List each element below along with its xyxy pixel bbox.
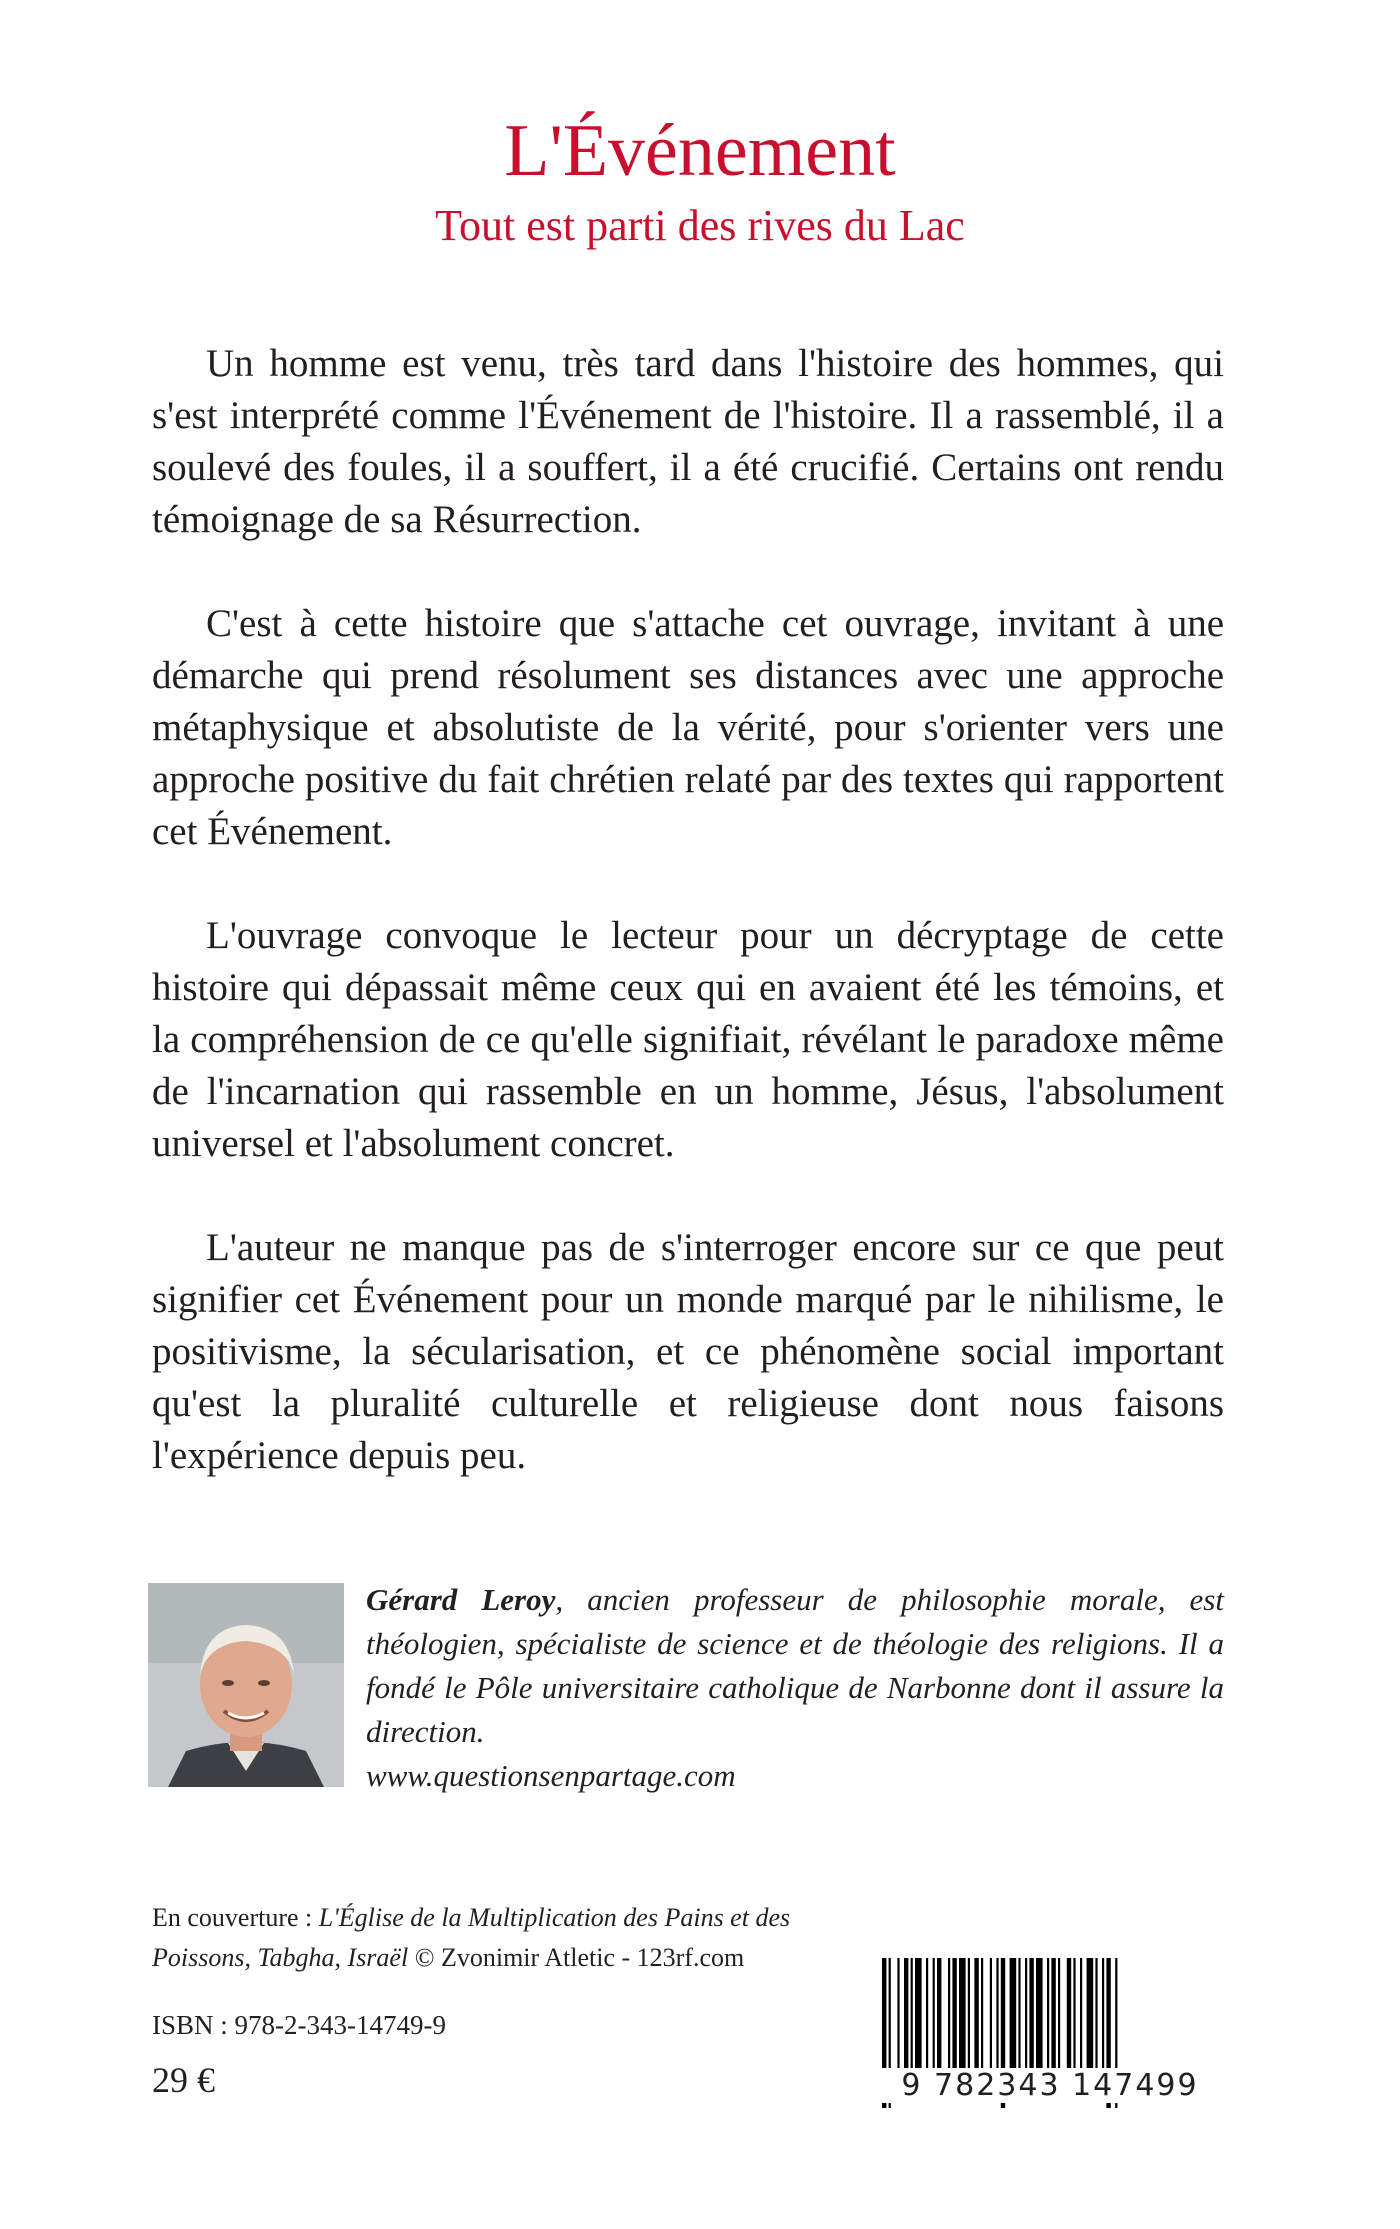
author-portrait-illustration: [148, 1583, 344, 1787]
isbn: ISBN : 978-2-343-14749-9: [152, 2010, 446, 2040]
barcode-bar: [996, 1958, 998, 2070]
author-photo: [148, 1583, 344, 1787]
credits-copyright: © Zvonimir Atletic - 123rf.com: [408, 1943, 745, 1972]
barcode-bar: [1036, 1958, 1043, 2070]
barcode-bar: [1102, 1958, 1104, 2070]
book-subtitle: Tout est parti des rives du Lac: [435, 201, 965, 250]
barcode-bar: [926, 1958, 928, 2070]
blurb-paragraph: Un homme est venu, très tard dans l'histoire des hommes, qui s'est interprété comme l'Événement de l'histoire. Il a rassemblé, il a soulevé des foules, il a souffert, il a été crucifié. Certains ont rendu témoignage de sa Résurrection.: [152, 342, 1224, 541]
barcode-bar: [948, 1958, 950, 2070]
barcode-bar: [1073, 1958, 1075, 2070]
barcode-bar: [959, 1958, 966, 2070]
book-title: L'Événement: [504, 110, 896, 192]
barcode-digits: 9 782343 147499: [870, 2068, 1230, 2103]
back-cover-blurb: [152, 338, 1224, 1534]
price: 29 €: [152, 2060, 215, 2100]
barcode-bar: [952, 1958, 956, 2070]
barcode-bar: [1025, 1958, 1027, 2070]
credits-artwork-title: L'Église de la Multiplication des Pains et des Poissons, Tabgha, Israël: [152, 1903, 791, 1972]
author-website-link[interactable]: www.questionsenpartage.com: [366, 1758, 736, 1793]
barcode-bar: [897, 1958, 899, 2070]
barcode-bar: [1080, 1958, 1082, 2070]
barcode-bar: [1087, 1958, 1094, 2070]
barcode-bar: [1010, 1958, 1017, 2070]
barcode-bar: [974, 1958, 978, 2070]
author-bio: [366, 1578, 1224, 1798]
barcode-bar: [1067, 1958, 1071, 2070]
barcode-bar: [1029, 1958, 1033, 2070]
barcode-bar: [911, 1958, 913, 2070]
barcode-bar: [1051, 1958, 1055, 2070]
barcode-bar: [937, 1958, 941, 2070]
blurb-paragraph: C'est à cette histoire que s'attache cet ouvrage, invitant à une démarche qui prend résolument ses distances avec une approche métaphysique et absolutiste de la vérité, pour s'orienter vers une approche positive du fait chrétien relaté par des textes qui rapportent cet Événement.: [152, 602, 1224, 853]
author-bio-text: , ancien professeur de philosophie morale, est théologien, spécialiste de science et de théologie des religions. Il a fondé le Pôle universitaire catholique de Narbonne dont il assure la direction.: [366, 1582, 1224, 1749]
cover-credits: [152, 1898, 852, 1978]
author-name: Gérard Leroy: [366, 1582, 556, 1617]
blurb-paragraph: L'ouvrage convoque le lecteur pour un décryptage de cette histoire qui dépassait même ceux qui en avaient été les témoins, et la compréhension de ce qu'elle signifiait, révélant le paradoxe même de l'incarnation qui rassemble en un homme, Jésus, l'absolument universel et l'absolument concret.: [152, 914, 1224, 1165]
credits-prefix: En couverture :: [152, 1903, 319, 1932]
blurb-paragraph: L'auteur ne manque pas de s'interroger encore sur ce que peut signifier cet Événement pour un monde marqué par le nihilisme, le positivisme, la sécularisation, et ce phénomène social important qu'est la pluralité culturelle et religieuse dont nous faisons l'expérience depuis peu.: [152, 1226, 1224, 1477]
barcode-bar: [915, 1958, 922, 2070]
barcode-bar: [968, 1958, 970, 2070]
barcode-bar: [1018, 1958, 1020, 2070]
barcode-bar: [1095, 1958, 1097, 2070]
barcode-bar: [904, 1958, 908, 2070]
barcode-bar: [933, 1958, 935, 2070]
barcode-bar: [1058, 1958, 1060, 2070]
barcode-bar: [981, 1958, 983, 2070]
barcode-bar: [1047, 1958, 1049, 2070]
barcode-bar: [990, 1958, 992, 2070]
